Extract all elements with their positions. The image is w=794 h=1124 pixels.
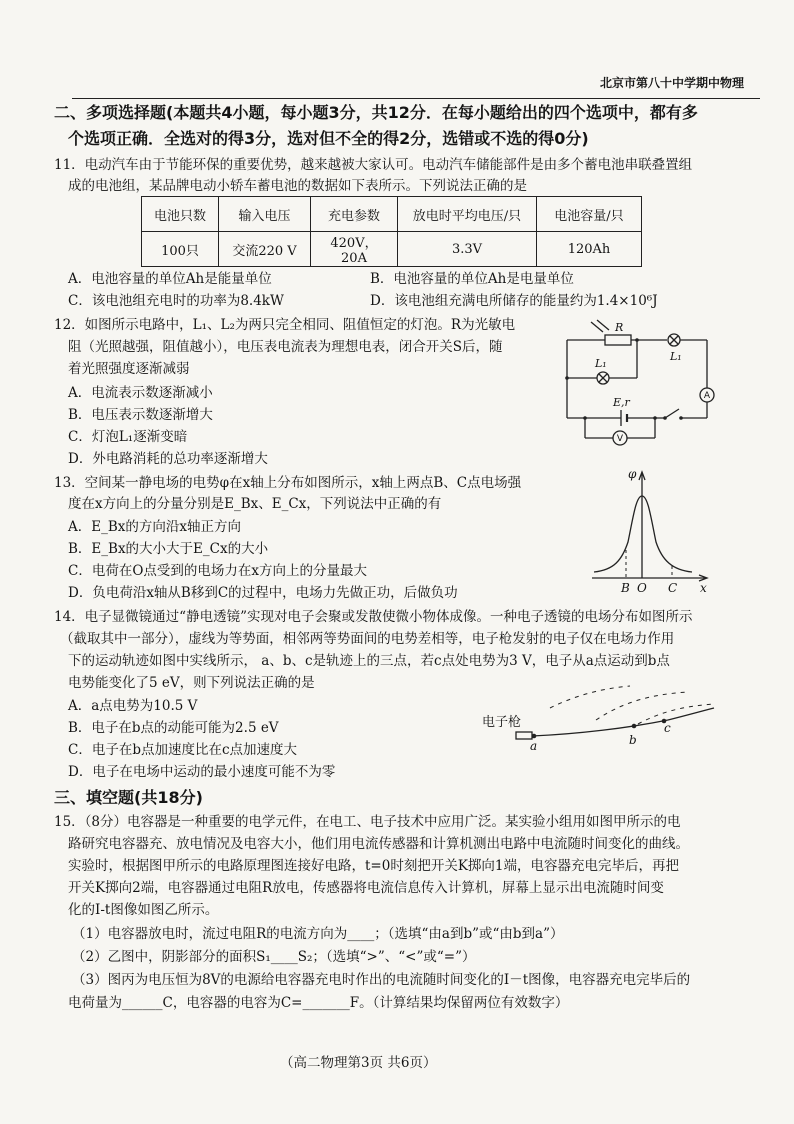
- table-header-cell: 电池只数: [142, 197, 219, 232]
- q14-stem-line4: 电势能变化了5 eV，则下列说法正确的是: [68, 675, 315, 691]
- ammeter-label: A: [703, 391, 711, 401]
- q13-option-c: C．电荷在O点受到的电场力在x方向上的分量最大: [68, 563, 368, 579]
- label-L1: L₁: [595, 357, 607, 370]
- q13-potential-graph: [588, 466, 718, 594]
- label-R: R: [615, 321, 624, 334]
- q14-stem-line3: 下的运动轨迹如图中实线所示， a、b、c是轨迹上的三点，若c点处电势为3 V，电子从a点运动到b点: [68, 653, 670, 669]
- q13-stem-line2: 度在x方向上的分量分别是E_Bx、E_Cx，下列说法中正确的有: [68, 496, 442, 512]
- section3-title: 三、填空题(共18分): [54, 788, 203, 807]
- table-cell: 420V，20A: [311, 232, 398, 267]
- q13-option-a: A．E_Bx的方向沿x轴正方向: [68, 519, 242, 535]
- q15-sub2: （2）乙图中，阴影部分的面积S₁____S₂；（选填“>”、“<”或“=”）: [72, 949, 476, 965]
- table-header-cell: 放电时平均电压/只: [398, 197, 537, 232]
- voltmeter-label: V: [616, 434, 624, 444]
- q12-stem-line1: 12．如图所示电路中，L₁、L₂为两只完全相同、阻值恒定的灯泡。R为光敏电: [54, 317, 516, 333]
- q11-stem-line1: 11．电动汽车由于节能环保的重要优势，越来越被大家认可。电动汽车储能部件是由多个蓄电池串联叠置组: [54, 157, 693, 173]
- label-B: B: [621, 581, 630, 595]
- header-rule: [72, 98, 760, 99]
- q12-option-c: C．灯泡L₁逐渐变暗: [68, 429, 188, 445]
- table-header-row: [142, 197, 642, 232]
- label-Er: E,r: [613, 396, 630, 409]
- table-cell: 交流220 V: [219, 232, 311, 267]
- table-cell: 3.3V: [398, 232, 537, 267]
- q14-option-c: C．电子在b点加速度比在c点加速度大: [68, 742, 298, 758]
- label-O: O: [637, 581, 647, 595]
- q12-stem-line2: 阻（光照越强，阻值越小），电压表电流表为理想电表，闭合开关S后，随: [68, 339, 503, 355]
- q12-option-b: B．电压表示数逐渐增大: [68, 407, 213, 423]
- q11-option-d: D．该电池组充满电所储存的能量约为1.4×10⁶J: [370, 293, 658, 309]
- battery-data-table: [141, 196, 642, 267]
- q15-line5: 化的I-t图像如图乙所示。: [68, 902, 219, 918]
- table-row: [142, 232, 642, 267]
- q12-stem-line3: 着光照强度逐渐减弱: [68, 361, 190, 377]
- q11-option-a: A．电池容量的单位Ah是能量单位: [68, 271, 272, 287]
- q14-option-d: D．电子在电场中运动的最小速度可能不为零: [68, 764, 336, 780]
- label-L2: L₁: [670, 350, 682, 363]
- q11-option-b: B．电池容量的单位Ah是电量单位: [370, 271, 574, 287]
- axis-label-phi: φ: [628, 467, 637, 481]
- q15-line1: 15．（8分）电容器是一种重要的电学元件，在电工、电子技术中应用广泛。某实验小组用如图甲所示的电: [54, 814, 681, 830]
- table-header-cell: 输入电压: [219, 197, 311, 232]
- q11-stem-line2: 成的电池组，某品牌电动小轿车蓄电池的数据如下表所示。下列说法正确的是: [68, 178, 527, 194]
- q13-stem-line1: 13．空间某一静电场的电势φ在x轴上分布如图所示，x轴上两点B、C点电场强: [54, 475, 522, 491]
- table-header-cell: 充电参数: [311, 197, 398, 232]
- q14-electron-lens-diagram: [478, 680, 738, 760]
- label-a: a: [530, 739, 538, 753]
- q15-line3: 实验时，根据图甲所示的电路原理图连接好电路，t=0时刻把开关K掷向1端，电容器充电完毕后，再把: [68, 858, 679, 874]
- axis-label-x: x: [700, 581, 707, 595]
- q15-sub3-line2: 电荷量为______C，电容器的电容为C=_______F。（计算结果均保留两位有效数字）: [68, 995, 569, 1011]
- label-b: b: [629, 733, 637, 747]
- label-C: C: [668, 581, 678, 595]
- q12-option-a: A．电流表示数逐渐减小: [68, 385, 213, 401]
- q14-stem-line1: 14．电子显微镜通过“静电透镜”实现对电子会聚或发散使微小物体成像。一种电子透镜的电场分布如图所示: [54, 609, 693, 625]
- q15-sub1: （1）电容器放电时，流过电阻R的电流方向为____；（选填“由a到b”或“由b到a”）: [72, 926, 564, 942]
- page-footer: （高二物理第3页 共6页）: [280, 1055, 437, 1071]
- q13-option-d: D．负电荷沿x轴从B移到C的过程中，电场力先做正功，后做负功: [68, 585, 458, 601]
- q15-sub3-line1: （3）图丙为电压恒为8V的电源给电容器充电时作出的电流随时间变化的I－t图像，电容器充电完毕后的: [72, 972, 691, 988]
- q14-stem-line2: （截取其中一部分），虚线为等势面，相邻两等势面间的电势差相等，电子枪发射的电子仅在电场力作用: [60, 631, 675, 647]
- q14-option-b: B．电子在b点的动能可能为2.5 eV: [68, 720, 279, 736]
- q12-option-d: D．外电路消耗的总功率逐渐增大: [68, 451, 268, 467]
- table-cell: 100只: [142, 232, 219, 267]
- q13-option-b: B．E_Bx的大小大于E_Cx的大小: [68, 541, 269, 557]
- section2-title-line2: 个选项正确．全选对的得3分，选对但不全的得2分，选错或不选的得0分): [68, 129, 589, 148]
- table-header-cell: 电池容量/只: [537, 197, 642, 232]
- label-c: c: [664, 721, 671, 735]
- q15-line2: 路研究电容器充、放电情况及电容大小，他们用电流传感器和计算机测出电路中电流随时间变化的曲线。: [68, 836, 689, 852]
- section2-title-line1: 二、多项选择题(本题共4小题，每小题3分，共12分．在每小题给出的四个选项中，都有多: [54, 103, 698, 122]
- q15-line4: 开关K掷向2端，电容器通过电阻R放电，传感器将电流信息传入计算机，屏幕上显示出电流随时间变: [68, 880, 664, 896]
- table-cell: 120Ah: [537, 232, 642, 267]
- q14-option-a: A．a点电势为10.5 V: [68, 698, 198, 714]
- header-school: 北京市第八十中学期中物理: [600, 76, 745, 90]
- label-electron-gun: 电子枪: [482, 715, 522, 730]
- q11-option-c: C．该电池组充电时的功率为8.4kW: [68, 293, 284, 309]
- q12-circuit-diagram: [555, 318, 725, 453]
